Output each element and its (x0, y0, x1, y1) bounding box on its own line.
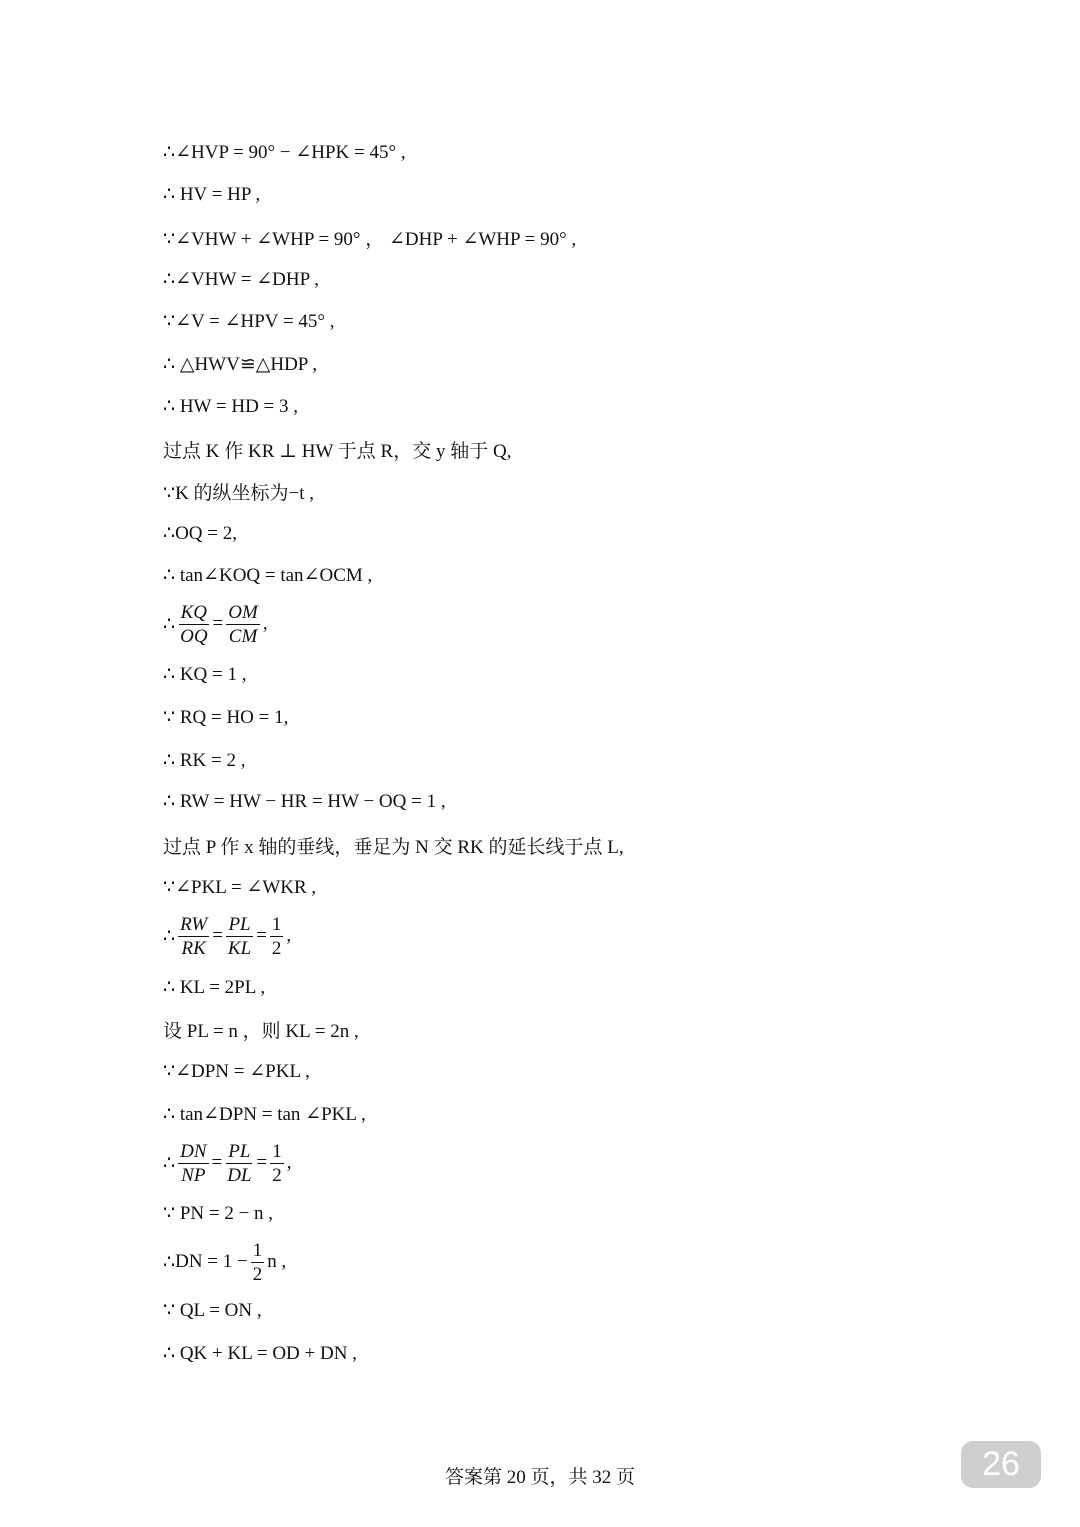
fraction (226, 601, 260, 648)
denominator: DL (227, 1164, 252, 1186)
tail-text: n , (267, 1251, 287, 1272)
denominator: CM (228, 625, 258, 647)
denominator: RK (181, 937, 206, 959)
fraction (226, 913, 253, 960)
fraction-line (163, 913, 292, 959)
equals: = (212, 613, 224, 634)
numerator: 1 (271, 913, 282, 935)
text-line: ∵ RQ = HO = 1, (163, 706, 289, 728)
fraction (178, 1140, 208, 1187)
denominator: 2 (271, 937, 282, 959)
numerator: RW (180, 913, 208, 935)
page-footer: 答案第 20 页，共 32 页 (444, 1467, 635, 1488)
text-line: ∴∠HVP = 90° − ∠HPK = 45° , (163, 141, 406, 163)
prefix: ∴ (163, 1152, 176, 1174)
suffix: , (286, 1152, 292, 1173)
text-line: ∴∠VHW = ∠DHP , (163, 268, 319, 290)
equals: = (256, 1152, 268, 1173)
denominator: 2 (252, 1263, 263, 1285)
lead-text: DN = 1 − (175, 1251, 248, 1272)
text-line: ∵ QL = ON , (163, 1299, 262, 1321)
text-line: ∴ △HWV≌△HDP , (163, 353, 318, 375)
text-line: ∵∠PKL = ∠WKR , (163, 876, 317, 898)
equals: = (211, 1152, 223, 1173)
text-line: ∵ PN = 2 − n , (163, 1202, 274, 1224)
text-line: ∵∠VHW + ∠WHP = 90° ， ∠DHP + ∠WHP = 90° , (163, 228, 577, 250)
denominator: 2 (272, 1164, 282, 1186)
numerator: DN (180, 1140, 207, 1162)
text-line: ∵∠DPN = ∠PKL , (163, 1060, 310, 1082)
fraction-line (163, 1239, 287, 1285)
numerator: OM (228, 601, 258, 623)
text-line: 过点 P 作 x 轴的垂线，垂足为 N 交 RK 的延长线于点 L, (163, 836, 624, 858)
fraction (178, 913, 209, 960)
text-line: ∴ tan∠DPN = tan ∠PKL , (163, 1103, 366, 1125)
equals: = (256, 925, 267, 946)
denominator: NP (181, 1164, 206, 1186)
numerator: PL (228, 913, 251, 935)
text-line: ∴ KQ = 1 , (163, 663, 247, 685)
text-line: ∴ HW = HD = 3 , (163, 395, 299, 417)
prefix: ∴ (163, 613, 176, 635)
text-line: ∴ QK + KL = OD + DN , (163, 1342, 357, 1364)
text-line: ∴ RK = 2 , (163, 749, 246, 771)
prefix: ∴ (163, 1251, 176, 1273)
page-number-badge: 26 (961, 1441, 1041, 1488)
numerator: PL (228, 1140, 251, 1162)
numerator: 1 (252, 1239, 263, 1261)
text-line: ∴ RW = HW − HR = HW − OQ = 1 , (163, 790, 446, 812)
text-line: ∵K 的纵坐标为−t , (163, 482, 315, 504)
prefix: ∴ (163, 925, 176, 947)
text-line: ∴OQ = 2, (163, 522, 237, 544)
numerator: 1 (272, 1140, 282, 1162)
fraction (251, 1239, 265, 1286)
text-line: ∴ KL = 2PL , (163, 976, 266, 998)
suffix: , (286, 925, 292, 946)
fraction-line (163, 601, 268, 647)
text-line: ∴ tan∠KOQ = tan∠OCM , (163, 564, 373, 586)
text-line: 过点 K 作 KR ⊥ HW 于点 R，交 y 轴于 Q, (163, 440, 512, 462)
fraction (178, 601, 209, 648)
equals: = (212, 925, 223, 946)
numerator: KQ (180, 601, 208, 623)
text-line: ∴ HV = HP , (163, 183, 261, 205)
denominator: OQ (180, 625, 208, 647)
fraction-line (163, 1140, 292, 1186)
text-line: ∵∠V = ∠HPV = 45° , (163, 310, 335, 332)
fraction (270, 913, 284, 960)
fraction (225, 1140, 253, 1187)
suffix: , (262, 613, 268, 634)
denominator: KL (227, 937, 252, 959)
text-line: 设 PL = n ，则 KL = 2n , (163, 1020, 359, 1042)
fraction (270, 1140, 284, 1187)
